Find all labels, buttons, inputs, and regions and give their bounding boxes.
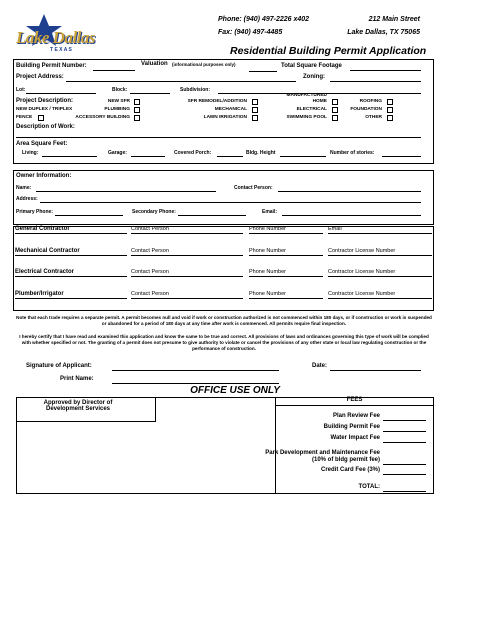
plumber-license[interactable]: Contractor License Number [328, 291, 432, 299]
total-label: TOTAL: [358, 484, 380, 490]
page-title: Residential Building Permit Application [230, 45, 427, 57]
project-address-field[interactable] [66, 81, 296, 82]
valuation-label: Valuation [141, 61, 168, 67]
zoning-label: Zoning: [303, 74, 325, 80]
water-impact-field[interactable] [383, 442, 426, 443]
project-description-label: Project Description: [16, 98, 74, 104]
garage-field[interactable] [131, 156, 165, 157]
permit-number-field[interactable] [93, 70, 135, 71]
opt-foundation: FOUNDATION [350, 107, 382, 112]
phone: Phone: (940) 497-2226 x402 [218, 16, 310, 23]
electrical-contractor-role: Electrical Contractor [15, 269, 127, 277]
project-address-label: Project Address: [16, 74, 64, 80]
swimming-pool-checkbox[interactable] [332, 115, 338, 121]
subdivision-label: Subdivision: [180, 87, 210, 93]
secondary-phone-label: Secondary Phone: [132, 209, 176, 215]
other-checkbox[interactable] [387, 115, 393, 121]
contact-label: Contact Person: [234, 185, 273, 191]
area-label: Area Square Feet: [16, 141, 68, 147]
street-address: 212 Main Street [368, 16, 420, 23]
certification-note: I hereby certify that I have read and examined this application and know the same to be true and correct. All provisions of laws and ordinances governing this type of work will be complied with whether specified or not. The granting of a permit does not presume to give authority to violate or cancel the provisions of any other state or local law regulating construction or the performance of construction. [19, 334, 429, 351]
mechanical-contractor-role: Mechanical Contractor [15, 248, 127, 256]
opt-lawn-irrigation: LAWN IRRIGATION [203, 115, 247, 120]
opt-new-sfr: NEW SFR [107, 99, 130, 104]
electrical-checkbox[interactable] [332, 107, 338, 113]
park-fee-note: (10% of bldg permit fee) [311, 457, 380, 463]
valuation-note: (informational purposes only) [172, 62, 236, 67]
email-label: Email: [262, 209, 278, 215]
approval-bottom [16, 421, 156, 422]
valuation-field[interactable] [249, 71, 277, 72]
sfr-remodel-checkbox[interactable] [252, 99, 258, 105]
email-field[interactable] [282, 215, 421, 216]
fax: Fax: (940) 497-4485 [218, 29, 283, 36]
park-fee-field[interactable] [383, 464, 426, 465]
opt-new-duplex: NEW DUPLEX / TRIPLEX [16, 107, 73, 112]
stories-field[interactable] [382, 156, 421, 157]
general-contractor-email[interactable]: Email [328, 226, 432, 234]
print-name-field[interactable] [112, 383, 279, 384]
foundation-checkbox[interactable] [387, 107, 393, 113]
electrical-contractor-license[interactable]: Contractor License Number [328, 269, 432, 277]
building-permit-field[interactable] [383, 431, 426, 432]
electrical-contractor-contact[interactable]: Contact Person [131, 269, 243, 277]
living-field[interactable] [42, 156, 97, 157]
fees-divider [275, 397, 276, 494]
general-contractor-contact[interactable]: Contact Person [131, 226, 243, 234]
general-contractor-phone[interactable]: Phone Number [249, 226, 323, 234]
total-sqft-label: Total Square Footage [281, 63, 342, 69]
signature-field[interactable] [112, 370, 279, 371]
manufactured-checkbox[interactable] [332, 99, 338, 105]
logo-subtext: T E X A S [50, 47, 72, 53]
electrical-contractor-phone[interactable]: Phone Number [249, 269, 323, 277]
height-field[interactable] [280, 156, 326, 157]
total-field[interactable] [383, 491, 426, 492]
opt-fence: FENCE [16, 115, 33, 120]
mechanical-contractor-phone[interactable]: Phone Number [249, 248, 323, 256]
primary-phone-label: Primary Phone: [16, 209, 53, 215]
owner-name-field[interactable] [36, 191, 216, 192]
plan-review-label: Plan Review Fee [332, 413, 380, 419]
lot-label: Lot: [16, 87, 26, 93]
mechanical-checkbox[interactable] [252, 107, 258, 113]
owner-frame [13, 170, 434, 225]
office-use-title: OFFICE USE ONLY [190, 385, 280, 396]
logo [14, 14, 114, 52]
living-label: Living: [22, 150, 39, 156]
opt-electrical: ELECTRICAL [296, 107, 327, 112]
secondary-phone-field[interactable] [178, 215, 246, 216]
garage-label: Garage: [108, 150, 127, 156]
owner-name-label: Name: [16, 185, 32, 191]
new-sfr-checkbox[interactable] [134, 99, 140, 105]
plumber-contact[interactable]: Contact Person [131, 291, 243, 299]
plumbing-checkbox[interactable] [134, 107, 140, 113]
height-label: Bldg. Height [246, 150, 276, 156]
porch-field[interactable] [217, 156, 243, 157]
block-field[interactable] [130, 93, 170, 94]
credit-card-field[interactable] [383, 474, 426, 475]
plan-review-field[interactable] [383, 420, 426, 421]
total-sqft-field[interactable] [350, 70, 421, 71]
signature-label: Signature of Applicant: [26, 363, 92, 369]
credit-card-label: Credit Card Fee (3%) [320, 467, 380, 473]
contact-field[interactable] [278, 191, 421, 192]
owner-address-field[interactable] [40, 202, 421, 203]
opt-plumbing: PLUMBING [104, 107, 130, 112]
owner-address-label: Address: [16, 196, 38, 202]
plumber-role: Plumber/Irrigator [15, 291, 127, 299]
work-description-label: Description of Work: [16, 124, 75, 130]
date-label: Date: [312, 363, 328, 369]
opt-accessory: ACCESSORY BUILDING [75, 115, 130, 120]
owner-label: Owner Information: [16, 173, 72, 179]
permit-number-label: Building Permit Number: [16, 63, 87, 69]
block-label: Block: [112, 87, 128, 93]
approved-by-label: Approved by Director of Development Services [43, 400, 113, 412]
city-address: Lake Dallas, TX 75065 [347, 29, 420, 36]
permit-note: Note that each trade requires a separate permit. A permit becomes null and void if work or construction authorized is not commenced within 180 days, or if construction or work is suspended or abandoned for a period of 180 days at any time after work is commenced. All permits require final inspection. [16, 315, 432, 326]
opt-manufactured-home: HOME [312, 99, 327, 104]
approval-divider [155, 397, 156, 421]
fence-checkbox[interactable] [38, 115, 44, 121]
fees-label: FEES [346, 397, 363, 403]
opt-roofing: ROOFING [359, 99, 382, 104]
lawn-irrigation-checkbox[interactable] [252, 115, 258, 121]
mechanical-contractor-contact[interactable]: Contact Person [131, 248, 243, 256]
opt-mechanical: MECHANICAL [214, 107, 247, 112]
lot-field[interactable] [26, 93, 96, 94]
opt-manufactured: MANUFACTURED [286, 93, 327, 98]
plumber-phone[interactable]: Phone Number [249, 291, 323, 299]
opt-other: OTHER [365, 115, 382, 120]
primary-phone-field[interactable] [55, 215, 123, 216]
general-contractor-role: General Contractor [15, 226, 127, 234]
mechanical-contractor-license[interactable]: Contractor License Number [328, 248, 432, 256]
porch-label: Covered Porch: [174, 150, 212, 156]
zoning-field[interactable] [330, 81, 421, 82]
print-name-label: Print Name: [60, 376, 94, 382]
roofing-checkbox[interactable] [387, 99, 393, 105]
logo-text: Lake Dallas [16, 28, 96, 47]
opt-sfr-remodel: SFR REMODEL/ADDITION [187, 99, 247, 104]
date-field[interactable] [330, 370, 421, 371]
stories-label: Number of stories: [330, 150, 375, 156]
water-impact-label: Water Impact Fee [330, 435, 380, 441]
park-fee-label: Park Development and Maintenance Fee [265, 450, 380, 456]
fees-header-line [275, 405, 434, 406]
building-permit-label: Building Permit Fee [323, 424, 380, 430]
opt-swimming-pool: SWIMMING POOL [286, 115, 327, 120]
work-description-field[interactable] [16, 137, 421, 138]
accessory-checkbox[interactable] [134, 115, 140, 121]
